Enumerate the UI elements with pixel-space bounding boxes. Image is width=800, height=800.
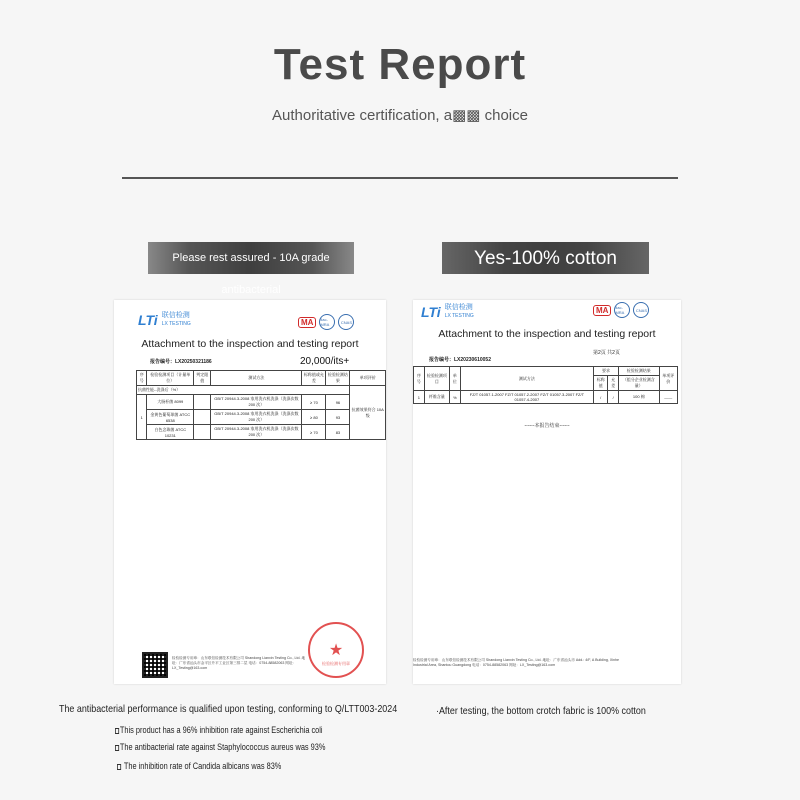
- subcol-content: （组分企业检测含量）: [619, 376, 659, 391]
- col-limit: 判定限值: [194, 371, 211, 386]
- ilac-icon: ilac-MRA: [614, 302, 630, 318]
- logo-cn-text: 联信检测: [161, 312, 190, 319]
- logo-cn-text: 联信检测: [444, 304, 473, 311]
- cotton-caption: ·After testing, the bottom crotch fabric is 100% cotton: [436, 705, 646, 717]
- col-item: 检验检测项目: [424, 367, 449, 391]
- antibacterial-results-table: [136, 370, 386, 440]
- report-footer: 检验检测专用章：山东联信检测技术有限公司 Shandong Lianxin Testing Co., Ltd. 地址：广东省汕头市 Add.: 4/F, A Building, Xinhe Industrial Area, Shantou Guangdong 电话：0754-88582063 网址：LX_Testing@163.com: [413, 658, 620, 667]
- stamp-label: 检验检测专用章: [322, 661, 350, 666]
- official-stamp-icon: [308, 622, 364, 678]
- col-index: 序号: [414, 367, 425, 391]
- row-method: GB/T 20944.3-2008 家用洗衣机洗涤（洗涤次数 200 次）: [211, 395, 302, 410]
- col-method: 测试方法: [460, 367, 593, 391]
- bullet-icon: [115, 745, 119, 751]
- section-label: 抗菌性能--洗涤后（%）: [137, 386, 350, 395]
- lti-logo-mark: LTi: [421, 304, 441, 320]
- logo-en-text: LX TESTING: [444, 313, 474, 319]
- fiber-content-report-image: [413, 300, 681, 684]
- row-nominal: /: [594, 391, 608, 404]
- row-item: 大肠杆菌 8099: [147, 395, 194, 410]
- subcol-tolerance: 允差: [608, 376, 619, 391]
- row-limit: ≥ 70: [302, 395, 326, 410]
- report-end-note: ------本报告结束------: [524, 423, 570, 429]
- col-item: 检验检测项目（计量单位）: [147, 371, 194, 386]
- qr-code-icon: [142, 652, 168, 678]
- col-unit: 单位: [450, 367, 461, 391]
- row-method: GB/T 20944.3-2008 家用洗衣机洗涤（洗涤次数 200 次）: [211, 425, 302, 440]
- row-method: FZ/T 01057.1-2007 FZ/T 01057.2-2007 FZ/T 01057.3-2007 FZ/T 01057.4-2007: [460, 391, 593, 404]
- bullet-candida: The inhibition rate of Candida albicans was 83%: [117, 761, 281, 771]
- row-tolerance: /: [608, 391, 619, 404]
- col-index: 序号: [137, 371, 147, 386]
- row-limit: ≥ 80: [302, 410, 326, 425]
- lti-logo-mark: LTi: [138, 312, 158, 328]
- antibacterial-caption: The antibacterial performance is qualified upon testing, conforming to Q/LTT003-2024: [59, 703, 398, 715]
- lx-testing-logo: [138, 312, 191, 328]
- certification-logos: [593, 302, 649, 318]
- col-evaluation: 单项评价: [659, 367, 677, 391]
- col-requirement: 要求: [594, 367, 619, 376]
- row-result: 96: [326, 395, 350, 410]
- table-row: [137, 395, 386, 410]
- page-subtitle: Authoritative certification, a▩▩ choice: [272, 107, 528, 124]
- row-method: GB/T 20944.3-2008 家用洗衣机洗涤（洗涤次数 200 次）: [211, 410, 302, 425]
- logo-en-text: LX TESTING: [161, 321, 191, 327]
- page-title: Test Report: [273, 40, 527, 89]
- cma-icon: MA: [593, 305, 611, 316]
- col-result: 检验检测结果: [619, 367, 659, 376]
- cnas-icon: CNAS: [633, 302, 649, 318]
- col-nominal: 标称值或允差: [302, 371, 326, 386]
- antibacterial-banner: Please rest assured - 10A grade antibacterial: [148, 242, 354, 274]
- cma-icon: MA: [298, 317, 316, 328]
- row-limit: ≥ 70: [302, 425, 326, 440]
- report-footer: 检验检测专用章：山东联信检测技术有限公司 Shandong Lianxin Testing Co., Ltd. 地址：广东省汕头市金平区升平工业区第三排二层 电话：0754-88582063 网址：LX_Testing@163.com: [172, 656, 306, 670]
- bullet-ecoli: This product has a 96% inhibition rate against Escherichia coli: [115, 725, 323, 735]
- row-result: 93: [326, 410, 350, 425]
- evaluation-cell: 抗菌效果符合 10A 级: [350, 386, 386, 440]
- row-index: 1: [137, 395, 147, 440]
- lx-testing-logo: [421, 304, 474, 320]
- row-item: 纤维含量: [424, 391, 449, 404]
- col-method: 测试方法: [211, 371, 302, 386]
- row-result: 83: [326, 425, 350, 440]
- bullet-icon: [117, 764, 121, 770]
- table-row: [137, 410, 386, 425]
- row-item: 金黄色葡萄球菌 ATCC 6538: [147, 410, 194, 425]
- col-result: 检验检测结果: [326, 371, 350, 386]
- stamp-star-icon: ★: [328, 642, 344, 659]
- row-evaluation: ——: [659, 391, 677, 404]
- table-row: [137, 425, 386, 440]
- page-number: 第2页 共2页: [593, 350, 620, 356]
- row-result: 100 棉: [619, 391, 659, 404]
- col-evaluation: 单项评价: [350, 371, 386, 386]
- row-index: 1: [414, 391, 425, 404]
- bullet-staphylococcus: The antibacterial rate against Staphylococcus aureus was 93%: [115, 742, 325, 752]
- cnas-icon: CNAS: [338, 314, 354, 330]
- antibacterial-report-image: [114, 300, 386, 684]
- stamp-count-text: 20,000/its+: [300, 356, 350, 367]
- report-number: 报告编号：LX20230610052: [429, 357, 491, 363]
- report-number: 报告编号：LX20250321186: [150, 359, 212, 365]
- report-heading: Attachment to the inspection and testing report: [141, 338, 359, 350]
- ilac-icon: ilac-MRA: [319, 314, 335, 330]
- bullet-icon: [115, 728, 119, 734]
- report-heading: Attachment to the inspection and testing report: [438, 328, 656, 340]
- header-divider: [122, 177, 678, 179]
- cotton-banner: Yes-100% cotton: [442, 242, 649, 274]
- fiber-results-table: [413, 366, 678, 404]
- subcol-nominal: 标称值: [594, 376, 608, 391]
- certification-logos: [298, 314, 354, 330]
- row-unit: %: [450, 391, 461, 404]
- table-row: [414, 391, 678, 404]
- row-item: 白色念珠菌 ATCC 10231: [147, 425, 194, 440]
